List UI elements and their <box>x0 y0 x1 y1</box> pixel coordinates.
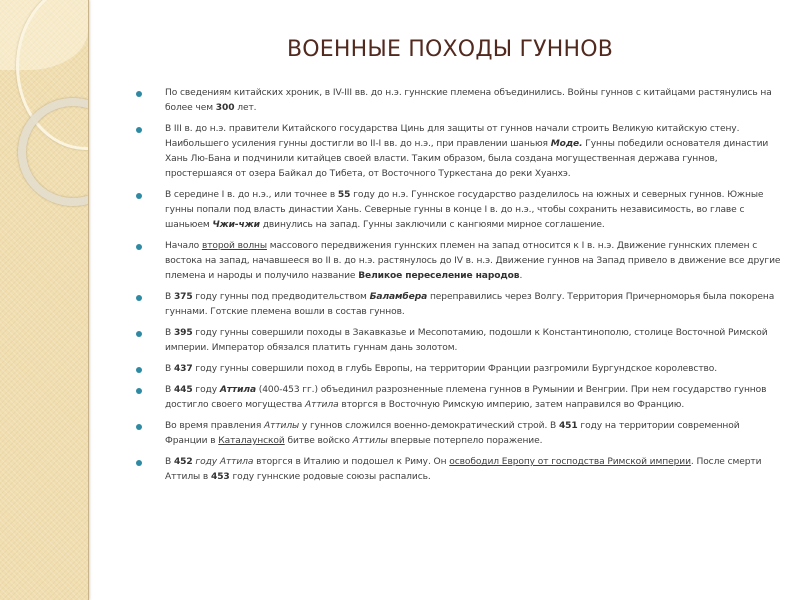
text: В <box>165 364 174 374</box>
slide-title: ВОЕННЫЕ ПОХОДЫ ГУННОВ <box>286 37 614 62</box>
number-300: 300 <box>215 103 235 113</box>
name-balamber: Баламбера <box>369 292 428 302</box>
text: переправились через Волгу. Территория Причерноморья была покорена гуннами. Готские племена вошли в состав гуннов. <box>165 292 775 317</box>
bullet-dot-icon <box>136 367 142 373</box>
bullet-item-437 <box>136 362 784 377</box>
number-452: 452 <box>173 457 193 467</box>
text: По сведениям китайских хроник, в IV-III вв. до н.э. гуннские племена объединились. Войны гуннов с китайцами растянулись на более чем <box>165 88 772 113</box>
bullet-dot-icon <box>136 127 142 133</box>
text: году до н.э. Гуннское государство разделилось на южных и северных гуннов. Южные гунны попали под власть династии Хань. Северные гунны в конце I в. до н.э., чтобы сохранить независимость, во главе с шаньюем <box>165 190 764 230</box>
bullet-item-second-wave <box>136 239 784 284</box>
name-attila: Аттила <box>305 400 339 410</box>
link-freed-europe[interactable]: освободил Европу от господства Римской империи <box>449 457 691 467</box>
bullet-item-395 <box>136 326 784 356</box>
decorative-side-panel <box>0 0 89 600</box>
link-catalaunian[interactable]: Каталаунской <box>218 436 285 446</box>
text: году <box>192 385 220 395</box>
text: Начало <box>165 241 202 251</box>
bullet-dot-icon <box>136 91 142 97</box>
link-second-wave[interactable]: второй волны <box>201 241 267 251</box>
name-attila: Аттила <box>219 385 256 395</box>
name-attila: Аттилы <box>264 421 300 431</box>
name-mode: Моде. <box>550 139 583 149</box>
number-453: 453 <box>210 472 230 482</box>
number-55: 55 <box>337 190 351 200</box>
number-395: 395 <box>173 328 193 338</box>
bullet-item-451 <box>136 419 784 449</box>
text: В середине I в. до н.э., или точнее в <box>165 190 338 200</box>
bullet-dot-icon <box>136 424 142 430</box>
term-great-migration: Великое переселение народов <box>358 271 520 281</box>
text: В <box>165 385 174 395</box>
bullet-item-great-wall <box>136 122 784 182</box>
text: Гунны победили основателя династии Хань Лю-Бана и подчинили китайцев своей власти. Таким образом, была создана могущественная держава гуннов, простершаяся от озера Байкал до Тибета, от Восточного Туркестана до реки Хуанхэ. <box>165 139 769 179</box>
bullet-item-split-55-bc <box>136 188 784 233</box>
number-445: 445 <box>173 385 193 395</box>
bullet-dot-icon <box>136 295 142 301</box>
text: В <box>165 457 174 467</box>
text: В <box>165 292 174 302</box>
text: . После смерти Аттилы в <box>165 457 762 482</box>
bullet-dot-icon <box>136 388 142 394</box>
text: году гуннские родовые союзы распались. <box>229 472 431 482</box>
text: году гунны совершили походы в Закавказье и Месопотамию, подошли к Константинополю, столице Восточной Римской империи. Император обязался платить гуннам дань золотом. <box>165 328 768 353</box>
bullet-item-375 <box>136 290 784 320</box>
bullet-list <box>136 86 784 491</box>
text: впервые потерпело поражение. <box>387 436 543 446</box>
bullet-dot-icon <box>136 460 142 466</box>
number-375: 375 <box>173 292 193 302</box>
name-attila: Аттилы <box>352 436 388 446</box>
text: у гуннов сложился военно-демократический строй. В <box>299 421 559 431</box>
text: . <box>519 271 523 281</box>
text: В <box>165 328 174 338</box>
bullet-dot-icon <box>136 244 142 250</box>
number-451: 451 <box>558 421 578 431</box>
text: году гунны под предводительством <box>192 292 370 302</box>
text: вторгся в Италию и подошел к Риму. Он <box>253 457 450 467</box>
name-attila-year: году Аттила <box>195 457 254 467</box>
text: Во время правления <box>165 421 265 431</box>
text: году гунны совершили поход в глубь Европы, на территории Франции разгромили Бургундское королевство. <box>192 364 718 374</box>
text: лет. <box>234 103 257 113</box>
bullet-item-445 <box>136 383 784 413</box>
text: году на территории современной Франции в <box>165 421 740 446</box>
bullet-dot-icon <box>136 331 142 337</box>
text: массового передвижения гуннских племен на запад относится к I в. н.э. Движение гуннских племен с востока на запад, начавшееся во II в. до н.э. растянулось до IV в. н.э. Движение гуннов на Запад привело в движение все другие племена и народы и получило название <box>165 241 781 281</box>
bullet-dot-icon <box>136 193 142 199</box>
number-437: 437 <box>173 364 193 374</box>
text: битве войско <box>284 436 353 446</box>
text: В III в. до н.э. правители Китайского государства Цинь для защиты от гуннов начали строить Великую китайскую стену. Наибольшего усиления гунны достигли во II-I вв. до н.э., при правлении шаньюя <box>165 124 740 149</box>
text: (400-453 гг.) объединил разрозненные племена гуннов в Румынии и Венгрии. При нем государство гуннов достигло своего могущества <box>165 385 767 410</box>
bullet-item-chinese-chronicles <box>136 86 784 116</box>
text: вторгся в Восточную Римскую империю, затем направился во Францию. <box>338 400 685 410</box>
name-zhi-zhi: Чжи-чжи <box>212 220 260 230</box>
text: двинулись на запад. Гунны заключили с кангюями мирное соглашение. <box>259 220 605 230</box>
bullet-item-452 <box>136 455 784 485</box>
